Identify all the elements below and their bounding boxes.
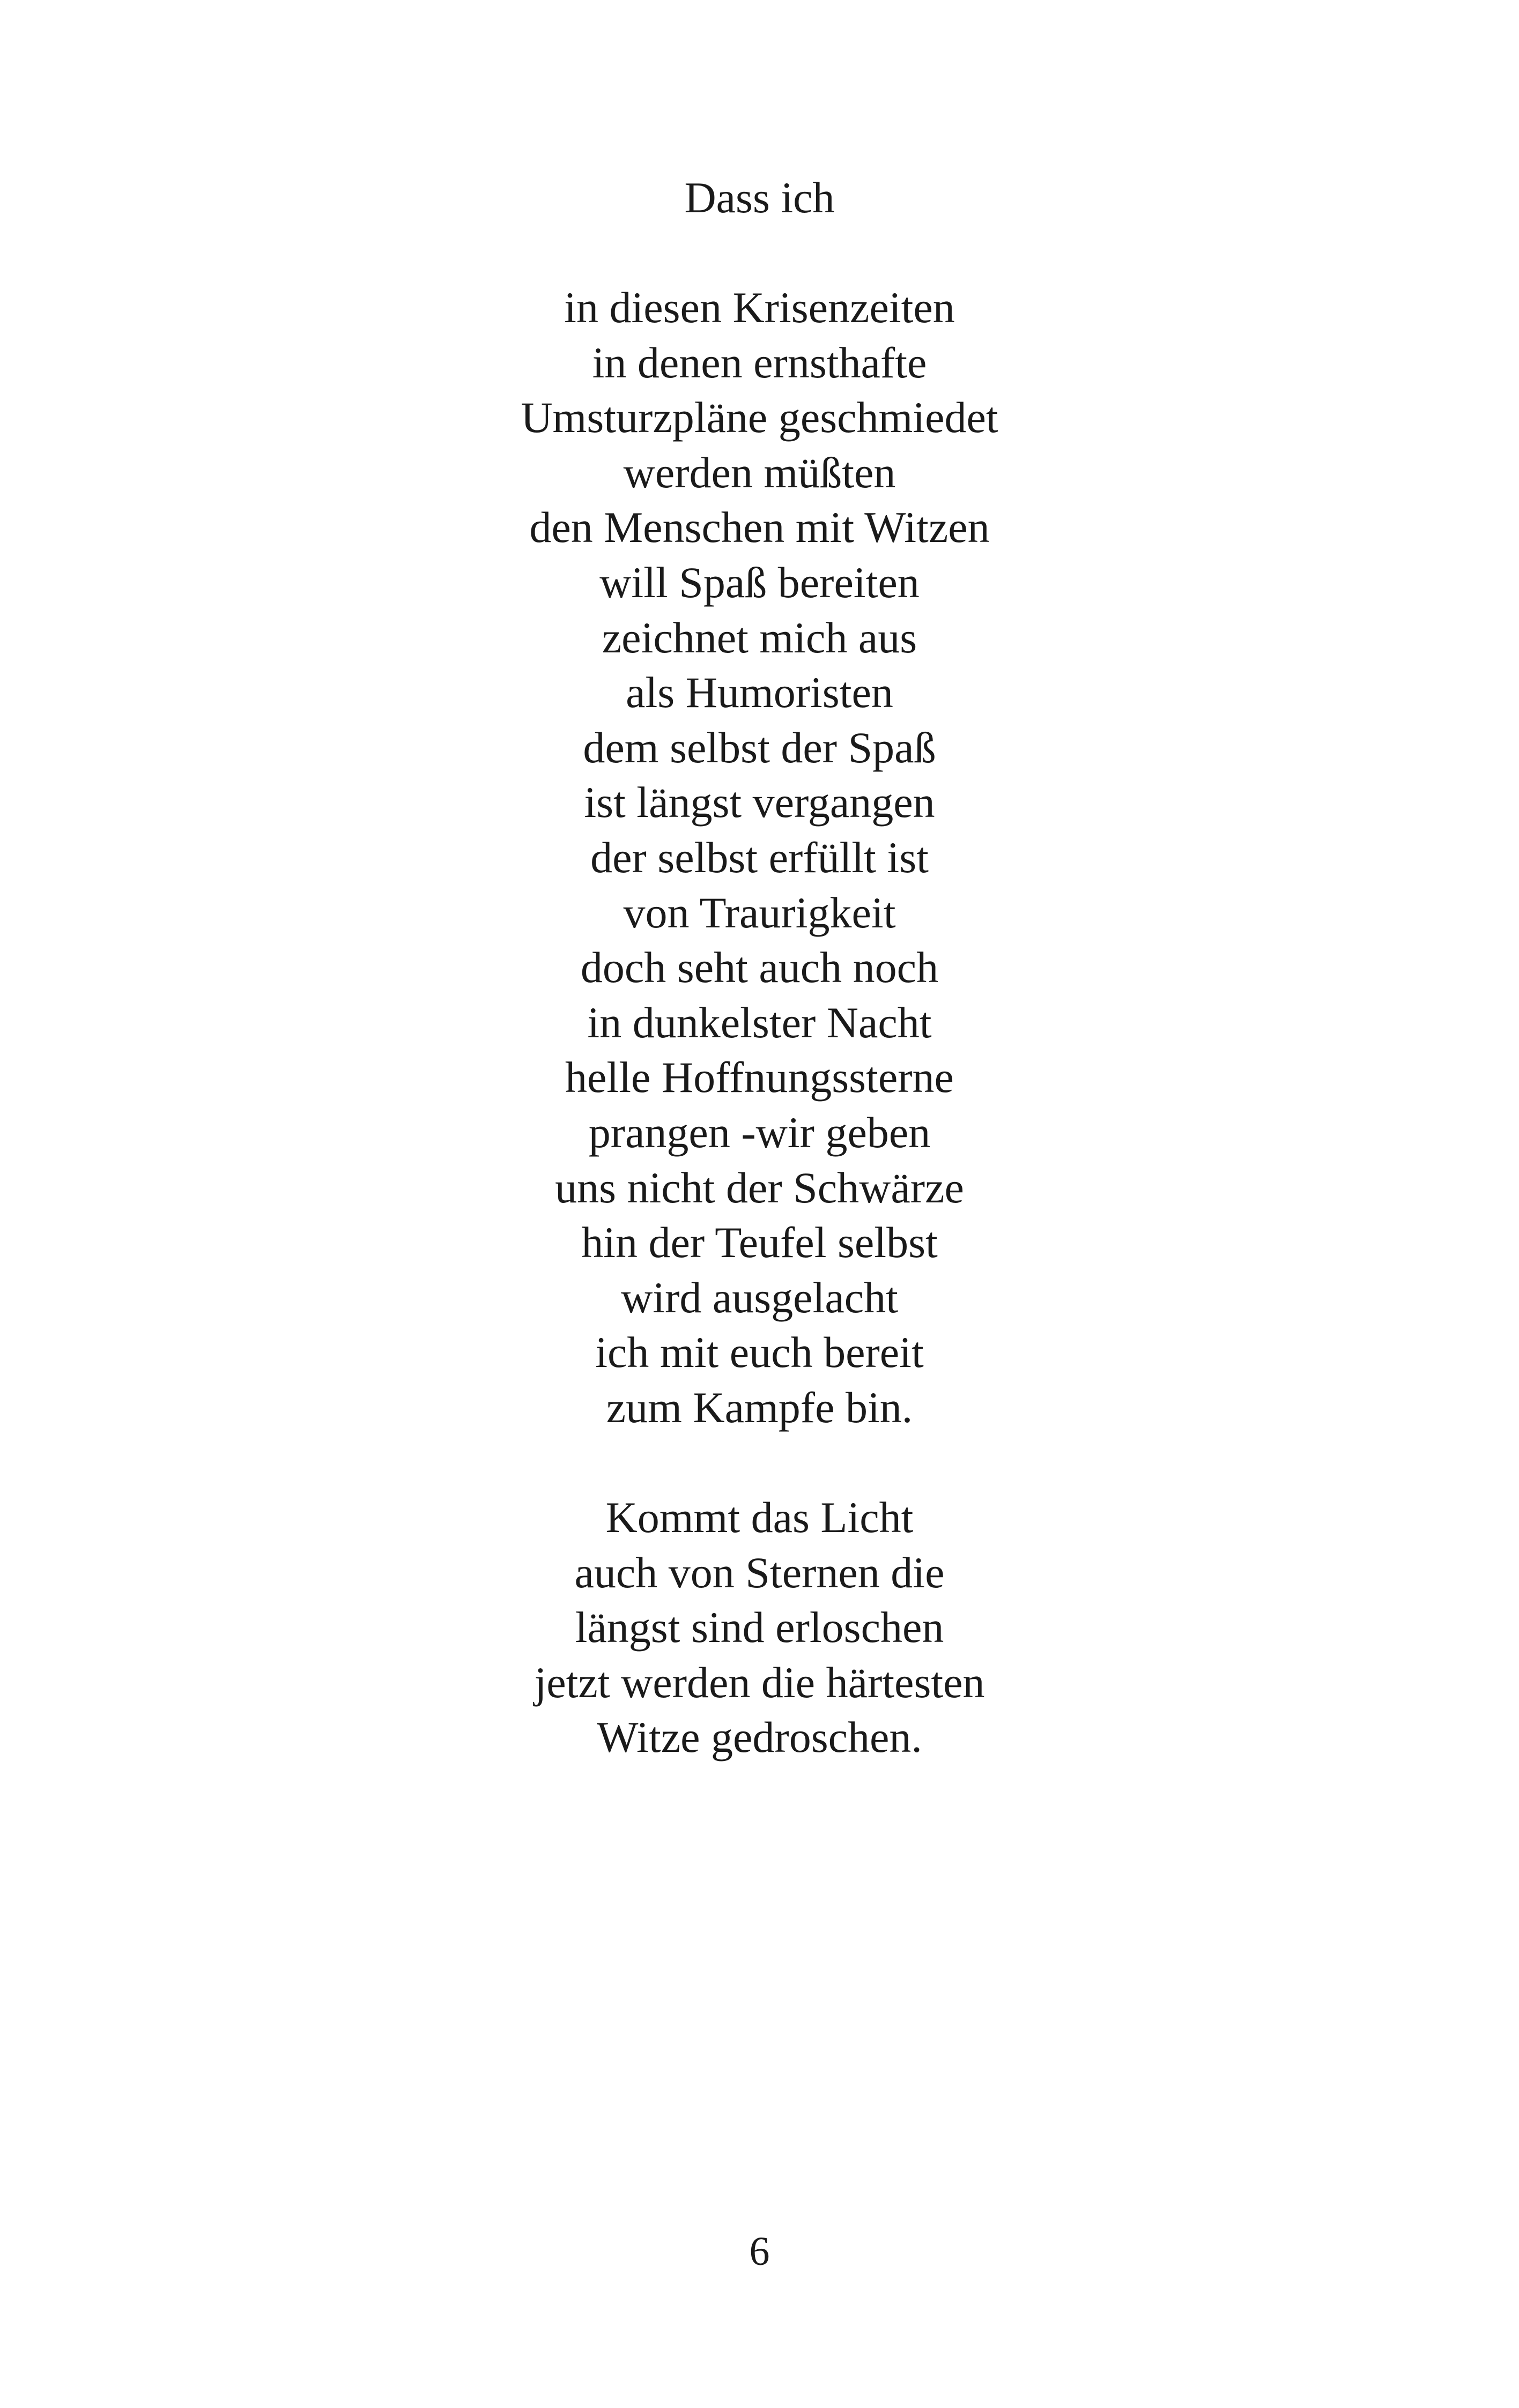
- poem-line: prangen -wir geben: [588, 1108, 931, 1157]
- poem-line: Kommt das Licht: [605, 1493, 914, 1542]
- poem-line: will Spaß bereiten: [599, 558, 920, 607]
- poem-stanza-2: [0, 1490, 1519, 1765]
- poem-line: von Traurigkeit: [623, 888, 896, 937]
- poem-line: längst sind erloschen: [575, 1603, 944, 1652]
- poem-line: werden müßten: [623, 448, 896, 497]
- poem-line: auch von Sternen die: [574, 1548, 945, 1597]
- poem-line: in dunkelster Nacht: [587, 998, 932, 1047]
- poem-line: uns nicht der Schwärze: [555, 1163, 964, 1212]
- poem-line: ich mit euch bereit: [595, 1328, 924, 1377]
- poem-line: in diesen Krisenzeiten: [564, 283, 955, 332]
- poem-stanza-1: [0, 280, 1519, 1435]
- poem-line: als Humoristen: [626, 668, 893, 717]
- poem-line: zeichnet mich aus: [602, 613, 917, 662]
- poem-line: Witze gedroschen.: [597, 1713, 922, 1762]
- poem-line: wird ausgelacht: [621, 1273, 898, 1322]
- poem-line: zum Kampfe bin.: [606, 1383, 913, 1432]
- poem-line: doch seht auch noch: [580, 943, 939, 992]
- poem-line: der selbst erfüllt ist: [590, 833, 929, 882]
- poem-line: Umsturzpläne geschmiedet: [521, 393, 998, 442]
- poem-line: helle Hoffnungssterne: [565, 1053, 954, 1102]
- poem-line: dem selbst der Spaß: [583, 723, 936, 772]
- poem-line: den Menschen mit Witzen: [529, 503, 990, 552]
- poem-line: ist längst vergangen: [584, 778, 935, 827]
- poem-line: in denen ernsthafte: [592, 338, 927, 387]
- poem-title: Dass ich: [684, 173, 835, 222]
- page-number: 6: [749, 2229, 770, 2274]
- poem-line: jetzt werden die härtesten: [534, 1658, 985, 1707]
- poem-line: hin der Teufel selbst: [581, 1218, 938, 1267]
